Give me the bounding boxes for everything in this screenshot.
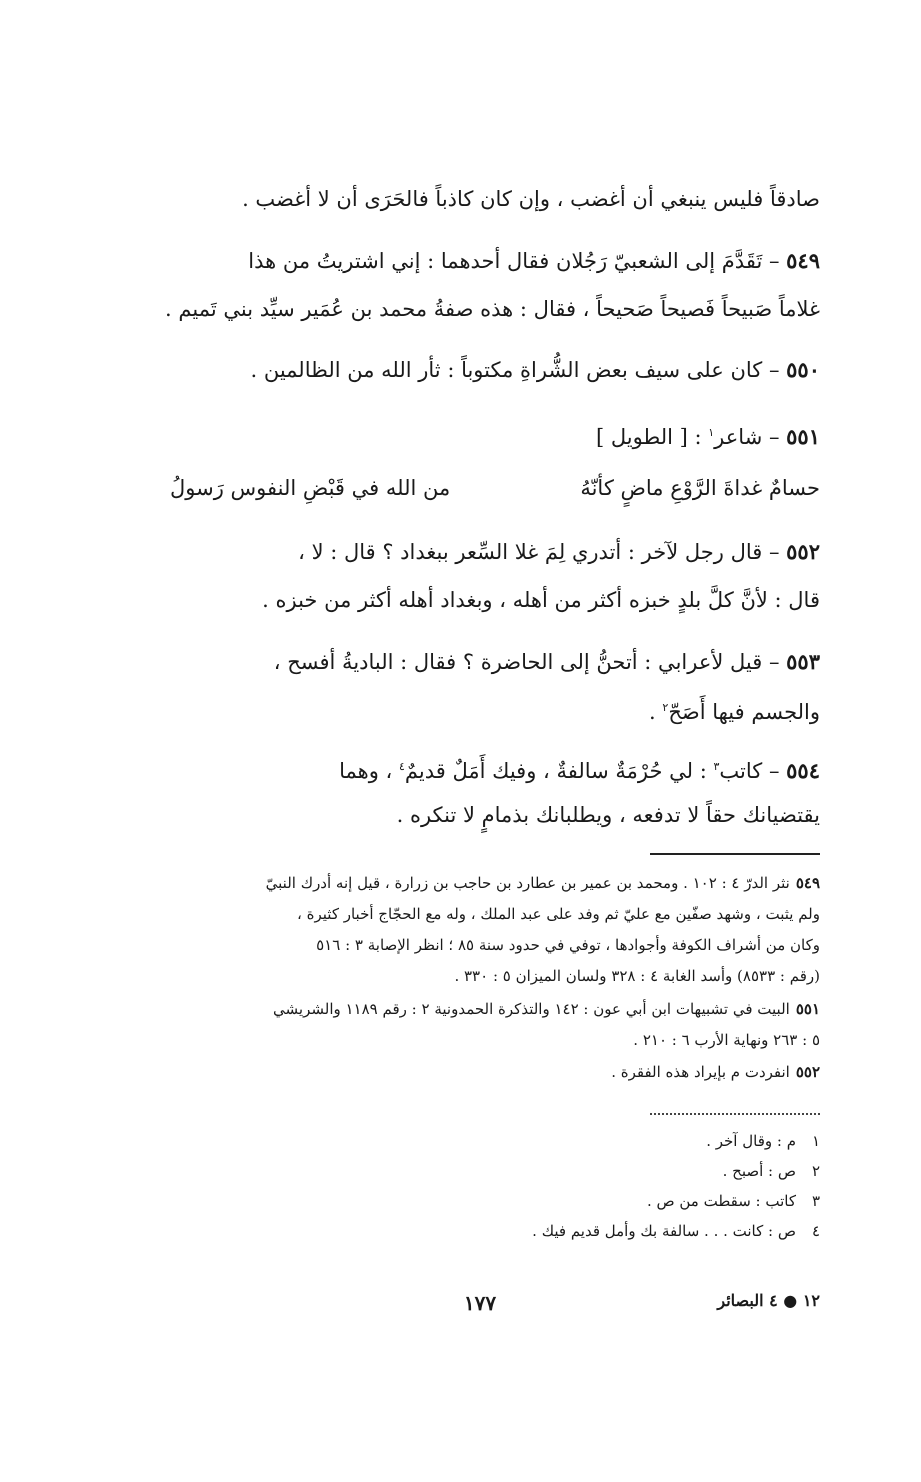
line-text-end: . xyxy=(649,700,663,724)
paragraph-551-heading xyxy=(160,411,820,459)
footnote-551-line-1 xyxy=(160,994,820,1025)
paragraph-number: ٥٥٣ xyxy=(786,649,820,674)
paragraph-number: ٥٥٠ xyxy=(786,357,820,382)
footnote-text: نثر الدرّ ٤ : ١٠٢ . ومحمد بن عمير بن عطارد بن حاجب بن زرارة ، قيل إنه أدرك النبيّ xyxy=(265,874,790,892)
variant-text: ص : كانت . . . سالفة بك وأمل قديم فيك . xyxy=(532,1222,796,1240)
paragraph-number: ٥٤٩ xyxy=(786,248,820,273)
line-text: – قال رجل لآخر : أتدري لِمَ غلا السِّعر ببغداد ؟ قال : لا ، xyxy=(298,540,780,564)
variant-text: ص : أصبح . xyxy=(722,1162,796,1180)
footnote-number: ٥٥١ xyxy=(795,1000,820,1018)
line-text: – كاتب xyxy=(719,759,780,783)
footnote-text: (رقم : ٨٥٣٣) وأسد الغابة ٤ : ٣٢٨ ولسان الميزان ٥ : ٣٣٠ . xyxy=(454,967,820,985)
paragraph-number: ٥٥٤ xyxy=(786,758,820,783)
line-text: ، وهما xyxy=(339,759,399,783)
variant-number: ١ xyxy=(811,1132,820,1150)
meter-label: : [ الطويل ] xyxy=(596,425,702,449)
paragraph-number: ٥٥٢ xyxy=(786,539,820,564)
footnote-number: ٥٤٩ xyxy=(795,874,820,892)
variant-note xyxy=(400,1126,820,1156)
line-text: والجسم فيها أَصَحّ xyxy=(668,700,820,724)
footnote-text: ولم يثبت ، وشهد صفّين مع عليّ ثم وفد على عبد الملك ، وله مع الحجّاج أخبار كثيرة ، xyxy=(297,905,820,923)
footnote-549-line-2 xyxy=(160,899,820,930)
text-line-continuation xyxy=(160,177,820,221)
variant-number: ٢ xyxy=(811,1162,820,1180)
footnote-text: البيت في تشبيهات ابن أبي عون : ١٤٢ والتذكرة الحمدونية ٢ : رقم ١١٨٩ والشريشي xyxy=(273,1000,790,1018)
line-text: غلاماً صَبيحاً فَصيحاً صَحيحاً ، فقال : هذه صفةُ محمد بن عُمَير سيِّد بني تَميم . xyxy=(165,297,820,321)
variant-text: م : وقال آخر . xyxy=(706,1132,796,1150)
page-number: ١٧٧ xyxy=(463,1291,497,1315)
variant-text: كاتب : سقطت من ص . xyxy=(646,1192,796,1210)
variants-separator xyxy=(650,1113,820,1115)
footnote-text: انفردت م بإيراد هذه الفقرة . xyxy=(611,1063,790,1081)
footnote-551-line-2 xyxy=(160,1025,820,1056)
line-text: – تَقَدَّمَ إلى الشعبيّ رَجُلان فقال أحدهما : إني اشتريتُ من هذا xyxy=(248,249,780,273)
paragraph-550 xyxy=(160,348,820,392)
footnote-marker: ٣ xyxy=(713,760,720,773)
verse-second-hemistich: من الله في قَبْضِ النفوس رَسولُ xyxy=(170,476,451,500)
footnote-text: وكان من أشراف الكوفة وأجوادها ، توفي في حدود سنة ٨٥ ؛ انظر الإصابة ٣ : ٥١٦ xyxy=(316,936,820,954)
variant-number: ٣ xyxy=(811,1192,820,1210)
paragraph-553-line-2 xyxy=(160,686,820,734)
footnote-text: ٥ : ٢٦٣ ونهاية الأرب ٦ : ٢١٠ . xyxy=(633,1031,820,1049)
paragraph-number: ٥٥١ xyxy=(786,424,820,449)
paragraph-552-line-2 xyxy=(160,578,820,622)
line-text: – شاعر xyxy=(714,425,780,449)
paragraph-549-line-1 xyxy=(160,239,820,283)
paragraph-554-line-1 xyxy=(160,745,820,793)
line-text: : لي حُرْمَةٌ سالفةٌ ، وفيك أَمَلٌ قديمٌ xyxy=(404,759,714,783)
footnote-552 xyxy=(160,1057,820,1088)
variant-note xyxy=(400,1216,820,1246)
footnote-number: ٥٥٢ xyxy=(795,1063,820,1081)
line-text: – قيل لأعرابي : أتحنُّ إلى الحاضرة ؟ فقال : الباديةُ أفسح ، xyxy=(273,650,780,674)
verse-line xyxy=(170,466,820,510)
signature-mark: ١٢ ● ٤ البصائر xyxy=(717,1291,820,1310)
variant-number: ٤ xyxy=(811,1222,820,1240)
paragraph-554-line-2 xyxy=(160,793,820,837)
line-text: – كان على سيف بعض الشُّراةِ مكتوباً : ثأر الله من الظالمين . xyxy=(250,358,780,382)
paragraph-553-line-1 xyxy=(160,640,820,684)
footnote-separator xyxy=(650,853,820,855)
footnote-549-line-1 xyxy=(160,868,820,899)
line-text: صادقاً فليس ينبغي أن أغضب ، وإن كان كاذباً فالحَرَى أن لا أغضب . xyxy=(242,187,820,211)
variant-note xyxy=(400,1186,820,1216)
paragraph-549-line-2 xyxy=(160,287,820,331)
footnote-549-line-3 xyxy=(160,930,820,961)
line-text: قال : لأنَّ كلَّ بلدٍ خبزه أكثر من أهله ، وبغداد أهله أكثر من خبزه . xyxy=(262,588,820,612)
variant-note xyxy=(400,1156,820,1186)
paragraph-552-line-1 xyxy=(160,530,820,574)
footnote-549-line-4 xyxy=(160,961,820,992)
footnote-marker: ١ xyxy=(708,426,715,439)
footnote-marker: ٢ xyxy=(662,701,669,714)
verse-first-hemistich: حسامٌ غداةَ الرَّوْعِ ماضٍ كأنّهُ xyxy=(580,476,820,500)
line-text: يقتضيانك حقاً لا تدفعه ، ويطلبانك بذمامٍ لا تنكره . xyxy=(396,803,820,827)
footnote-marker: ٤ xyxy=(398,760,405,773)
